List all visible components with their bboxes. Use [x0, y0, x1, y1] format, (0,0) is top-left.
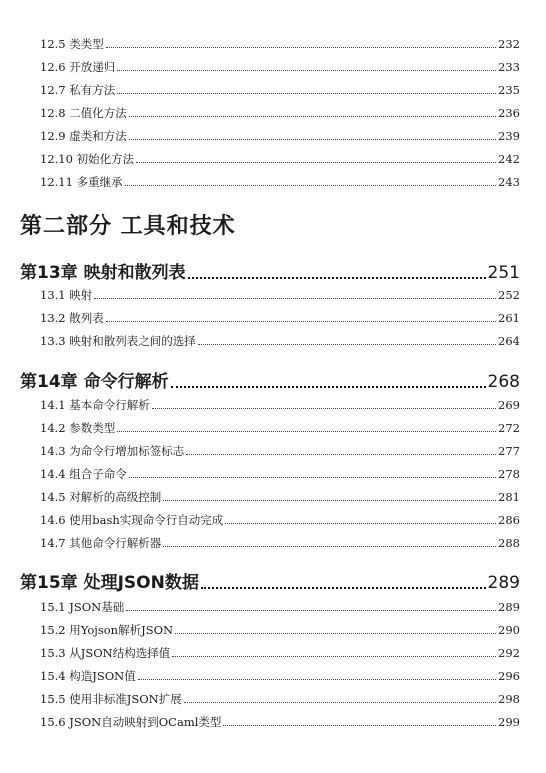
entry-title: 12.9 虚类和方法: [40, 129, 127, 143]
dot-leader: [163, 499, 496, 501]
toc-entry: [40, 463, 520, 481]
dot-leader: [129, 115, 496, 117]
entry-title: 14.3 为命令行增加标签标志: [40, 444, 185, 458]
dot-leader: [129, 476, 496, 478]
entry-page-number: 272: [498, 421, 520, 435]
entry-page-number: 299: [498, 715, 520, 729]
toc-entry: [40, 486, 520, 504]
toc-entry: [40, 509, 520, 527]
toc-entry: [40, 56, 520, 74]
entry-page-number: 232: [498, 37, 520, 51]
dot-leader: [117, 69, 496, 71]
entry-title: 15.3 从JSON结构选择值: [40, 646, 171, 660]
chapter-title: 第13章 映射和散列表: [20, 263, 186, 283]
toc-entry: [40, 33, 520, 51]
dot-leader: [175, 632, 496, 634]
toc-entry: [40, 330, 520, 348]
dot-leader: [129, 138, 496, 140]
dot-leader: [138, 678, 496, 680]
dot-leader: [186, 453, 496, 455]
toc-entry: [40, 642, 520, 660]
entry-title: 13.1 映射: [40, 288, 93, 302]
dot-leader: [171, 385, 486, 388]
dot-leader: [136, 161, 496, 163]
entry-page-number: 288: [498, 536, 520, 550]
dot-leader: [172, 655, 496, 657]
entry-page-number: 233: [498, 60, 520, 74]
toc-entry: [40, 394, 520, 412]
toc-entry: [40, 148, 520, 166]
entry-page-number: 286: [498, 513, 520, 527]
chapter-heading: [20, 259, 520, 283]
toc-entry: [40, 665, 520, 683]
toc-entry: [40, 79, 520, 97]
entry-title: 12.10 初始化方法: [40, 152, 135, 166]
dot-leader: [184, 701, 496, 703]
chapter-heading: [20, 569, 520, 593]
entry-page-number: 277: [498, 444, 520, 458]
entry-page-number: 289: [498, 600, 520, 614]
dot-leader: [152, 407, 496, 409]
chapter-title: 第15章 处理JSON数据: [20, 573, 199, 593]
dot-leader: [94, 297, 496, 299]
chapter-page-number: 268: [487, 372, 520, 392]
dot-leader: [225, 522, 496, 524]
entry-page-number: 243: [498, 175, 520, 189]
toc-entry: [40, 440, 520, 458]
entry-title: 15.2 用Yojson解析JSON: [40, 623, 174, 637]
chapter-page-number: 289: [487, 573, 520, 593]
dot-leader: [126, 609, 496, 611]
toc-entry: [40, 619, 520, 637]
toc-entry: [40, 711, 520, 729]
chapter-title: 第14章 命令行解析: [20, 372, 169, 392]
entry-title: 15.4 构造JSON值: [40, 669, 136, 683]
toc-entry: [40, 102, 520, 120]
entry-title: 14.5 对解析的高级控制: [40, 490, 162, 504]
part-heading: 第二部分 工具和技术: [20, 214, 236, 239]
dot-leader: [117, 430, 496, 432]
chapter-heading: [20, 368, 520, 392]
entry-page-number: 236: [498, 106, 520, 120]
toc-entry: [40, 417, 520, 435]
entry-title: 14.7 其他命令行解析器: [40, 536, 162, 550]
entry-page-number: 292: [498, 646, 520, 660]
entry-title: 13.2 散列表: [40, 311, 104, 325]
toc-entry: [40, 596, 520, 614]
entry-page-number: 278: [498, 467, 520, 481]
dot-leader: [163, 545, 496, 547]
entry-title: 15.1 JSON基础: [40, 600, 125, 614]
entry-page-number: 269: [498, 398, 520, 412]
dot-leader: [125, 184, 496, 186]
toc-entry: [40, 532, 520, 550]
entry-page-number: 264: [498, 334, 520, 348]
dot-leader: [198, 343, 496, 345]
entry-title: 13.3 映射和散列表之间的选择: [40, 334, 196, 348]
entry-title: 12.8 二值化方法: [40, 106, 127, 120]
dot-leader: [188, 276, 486, 279]
entry-title: 15.5 使用非标准JSON扩展: [40, 692, 182, 706]
entry-page-number: 261: [498, 311, 520, 325]
entry-title: 14.2 参数类型: [40, 421, 116, 435]
entry-page-number: 235: [498, 83, 520, 97]
entry-title: 15.6 JSON自动映射到OCaml类型: [40, 715, 222, 729]
entry-title: 14.6 使用bash实现命令行自动完成: [40, 513, 224, 527]
entry-page-number: 281: [498, 490, 520, 504]
entry-title: 14.1 基本命令行解析: [40, 398, 150, 412]
entry-title: 12.6 开放递归: [40, 60, 116, 74]
toc-entry: [40, 307, 520, 325]
entry-title: 12.7 私有方法: [40, 83, 116, 97]
dot-leader: [106, 320, 496, 322]
dot-leader: [201, 586, 486, 589]
toc-entry: [40, 284, 520, 302]
entry-page-number: 239: [498, 129, 520, 143]
entry-page-number: 252: [498, 288, 520, 302]
dot-leader: [117, 92, 496, 94]
entry-page-number: 242: [498, 152, 520, 166]
entry-page-number: 296: [498, 669, 520, 683]
entry-page-number: 290: [498, 623, 520, 637]
dot-leader: [106, 46, 496, 48]
entry-page-number: 298: [498, 692, 520, 706]
toc-entry: [40, 688, 520, 706]
dot-leader: [223, 724, 496, 726]
entry-title: 12.5 类类型: [40, 37, 104, 51]
toc-entry: [40, 171, 520, 189]
entry-title: 12.11 多重继承: [40, 175, 123, 189]
chapter-page-number: 251: [487, 263, 520, 283]
toc-entry: [40, 125, 520, 143]
entry-title: 14.4 组合子命令: [40, 467, 127, 481]
